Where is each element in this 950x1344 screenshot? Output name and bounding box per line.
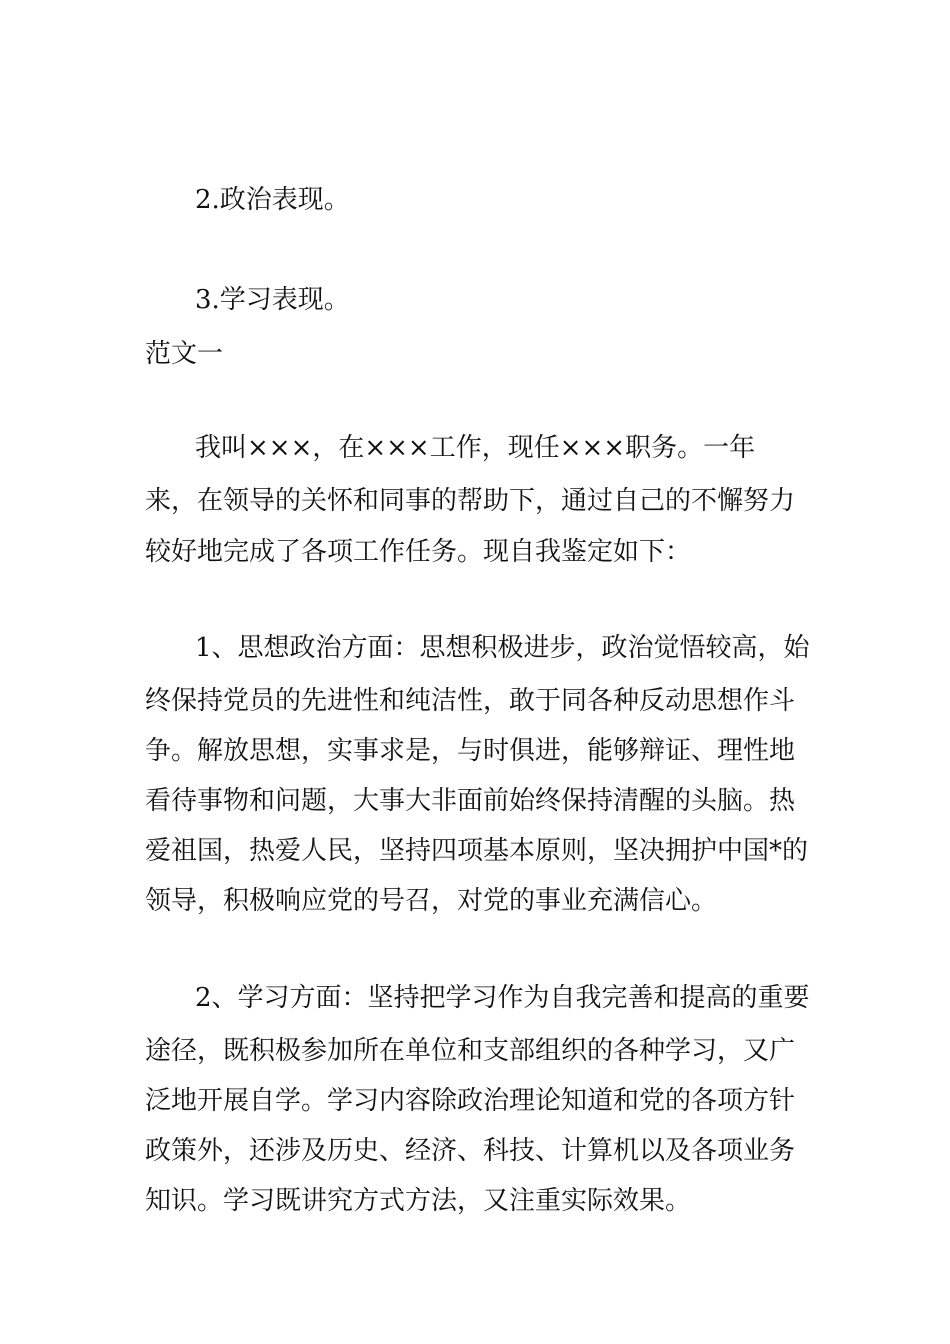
paragraph-line: 较好地完成了各项工作任务。现自我鉴定如下： [145, 537, 692, 567]
paragraph-line: 2、学习方面：坚持把学习作为自我完善和提高的重要 [195, 983, 810, 1013]
paragraph-line: 途径，既积极参加所在单位和支部组织的各种学习，又广 [145, 1036, 796, 1066]
item-political-performance: 2.政治表现。 [195, 185, 350, 215]
paragraph-line: 爱祖国，热爱人民，坚持四项基本原则，坚决拥护中国*的 [145, 836, 809, 866]
paragraph-line: 知识。学习既讲究方式方法，又注重实际效果。 [145, 1186, 692, 1216]
paragraph-line: 争。解放思想，实事求是，与时俱进，能够辩证、理性地 [145, 736, 796, 766]
paragraph-line: 政策外，还涉及历史、经济、科技、计算机以及各项业务 [145, 1136, 796, 1166]
paragraph-line: 泛地开展自学。学习内容除政治理论知道和党的各项方针 [145, 1086, 796, 1116]
section-title: 范文一 [145, 339, 224, 369]
item-study-performance: 3.学习表现。 [195, 285, 350, 315]
paragraph-line: 1、思想政治方面：思想积极进步，政治觉悟较高，始 [195, 633, 810, 663]
paragraph-line: 来，在领导的关怀和同事的帮助下，通过自己的不懈努力 [145, 486, 796, 516]
paragraph-line: 我叫×××，在×××工作，现任×××职务。一年 [195, 433, 756, 463]
paragraph-line: 领导，积极响应党的号召，对党的事业充满信心。 [145, 886, 718, 916]
paragraph-line: 终保持党员的先进性和纯洁性，敢于同各种反动思想作斗 [145, 686, 796, 716]
paragraph-line: 看待事物和问题，大事大非面前始终保持清醒的头脑。热 [145, 786, 796, 816]
